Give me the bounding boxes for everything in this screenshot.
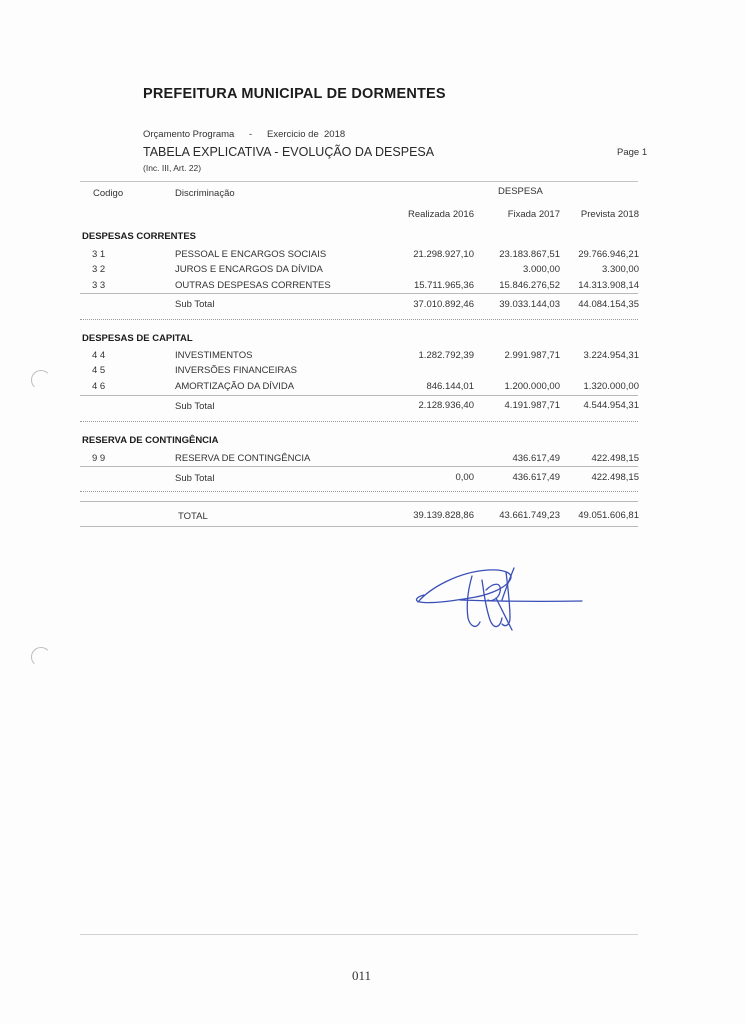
column-group-despesa: DESPESA bbox=[498, 186, 543, 197]
row-prevista: 422.498,15 bbox=[591, 453, 639, 464]
header-top-rule bbox=[80, 181, 638, 182]
subtotal-realizada: 37.010.892,46 bbox=[413, 299, 474, 310]
subtotal-prevista: 44.084.154,35 bbox=[578, 299, 639, 310]
section-title: RESERVA DE CONTINGÊNCIA bbox=[82, 435, 219, 446]
column-prevista: Prevista 2018 bbox=[580, 209, 639, 220]
column-fixada: Fixada 2017 bbox=[507, 209, 560, 220]
row-description: PESSOAL E ENCARGOS SOCIAIS bbox=[175, 249, 327, 260]
row-fixada: 23.183.867,51 bbox=[499, 249, 560, 260]
total-top-rule bbox=[80, 501, 638, 502]
row-prevista: 1.320.000,00 bbox=[583, 381, 639, 392]
total-prevista: 49.051.606,81 bbox=[578, 510, 639, 521]
row-prevista: 3.224.954,31 bbox=[583, 350, 639, 361]
document-title: PREFEITURA MUNICIPAL DE DORMENTES bbox=[143, 86, 446, 102]
row-fixada: 1.200.000,00 bbox=[504, 381, 560, 392]
footer-rule bbox=[80, 934, 638, 935]
row-prevista: 29.766.946,21 bbox=[578, 249, 639, 260]
subtotal-prevista: 4.544.954,31 bbox=[583, 400, 639, 411]
legal-reference: (Inc. III, Art. 22) bbox=[143, 163, 202, 173]
row-description: JUROS E ENCARGOS DA DÍVIDA bbox=[175, 264, 323, 275]
subtotal-rule bbox=[80, 466, 638, 467]
total-fixada: 43.661.749,23 bbox=[499, 510, 560, 521]
row-code: 3 1 bbox=[92, 249, 106, 260]
exercise-year: 2018 bbox=[324, 129, 346, 140]
row-code: 3 3 bbox=[92, 280, 106, 291]
row-prevista: 3.300,00 bbox=[602, 264, 639, 275]
subtotal-fixada: 39.033.144,03 bbox=[499, 299, 560, 310]
column-code: Codigo bbox=[93, 188, 124, 199]
document-subtitle: TABELA EXPLICATIVA - EVOLUÇÃO DA DESPESA bbox=[143, 145, 435, 159]
subtotal-rule bbox=[80, 293, 638, 294]
row-description: INVESTIMENTOS bbox=[175, 350, 253, 361]
row-fixada: 15.846.276,52 bbox=[499, 280, 560, 291]
row-code: 4 6 bbox=[92, 381, 106, 392]
subtotal-label: Sub Total bbox=[175, 299, 215, 310]
section-title: DESPESAS DE CAPITAL bbox=[82, 333, 193, 344]
row-description: INVERSÕES FINANCEIRAS bbox=[175, 365, 297, 376]
subtotal-label: Sub Total bbox=[175, 473, 215, 484]
subtotal-prevista: 422.498,15 bbox=[591, 472, 639, 483]
row-realizada: 21.298.927,10 bbox=[413, 249, 474, 260]
row-fixada: 436.617,49 bbox=[512, 453, 560, 464]
row-realizada: 846.144,01 bbox=[426, 381, 474, 392]
total-label: TOTAL bbox=[178, 511, 208, 522]
total-realizada: 39.139.828,86 bbox=[413, 510, 474, 521]
row-fixada: 2.991.987,71 bbox=[504, 350, 560, 361]
row-code: 4 4 bbox=[92, 350, 106, 361]
subtotal-realizada: 2.128.936,40 bbox=[418, 400, 474, 411]
page-label: Page 1 bbox=[617, 147, 648, 158]
section-rule bbox=[80, 491, 638, 492]
row-description: RESERVA DE CONTINGÊNCIA bbox=[175, 453, 311, 464]
row-realizada: 15.711.965,36 bbox=[413, 280, 474, 291]
row-fixada: 3.000,00 bbox=[523, 264, 560, 275]
row-code: 4 5 bbox=[92, 365, 106, 376]
column-description: Discriminação bbox=[175, 188, 235, 199]
page-number: 011 bbox=[352, 968, 372, 983]
exercise-label: Exercicio de bbox=[267, 129, 319, 140]
punch-hole-mark bbox=[31, 647, 51, 667]
subtotal-fixada: 436.617,49 bbox=[512, 472, 560, 483]
subtotal-realizada: 0,00 bbox=[455, 472, 474, 483]
section-rule bbox=[80, 421, 638, 422]
budget-label: Orçamento Programa bbox=[143, 129, 235, 140]
row-description: AMORTIZAÇÃO DA DÍVIDA bbox=[175, 381, 295, 392]
total-bottom-rule bbox=[80, 526, 638, 527]
section-rule bbox=[80, 319, 638, 320]
subtotal-rule bbox=[80, 395, 638, 396]
row-description: OUTRAS DESPESAS CORRENTES bbox=[175, 280, 331, 291]
punch-hole-mark bbox=[31, 370, 51, 390]
row-code: 3 2 bbox=[92, 264, 106, 275]
row-realizada: 1.282.792,39 bbox=[418, 350, 474, 361]
budget-separator: - bbox=[249, 129, 253, 140]
row-code: 9 9 bbox=[92, 453, 106, 464]
signature-image bbox=[410, 560, 585, 635]
column-realizada: Realizada 2016 bbox=[407, 209, 474, 220]
section-title: DESPESAS CORRENTES bbox=[82, 231, 197, 242]
row-prevista: 14.313.908,14 bbox=[578, 280, 639, 291]
subtotal-fixada: 4.191.987,71 bbox=[504, 400, 560, 411]
subtotal-label: Sub Total bbox=[175, 401, 215, 412]
